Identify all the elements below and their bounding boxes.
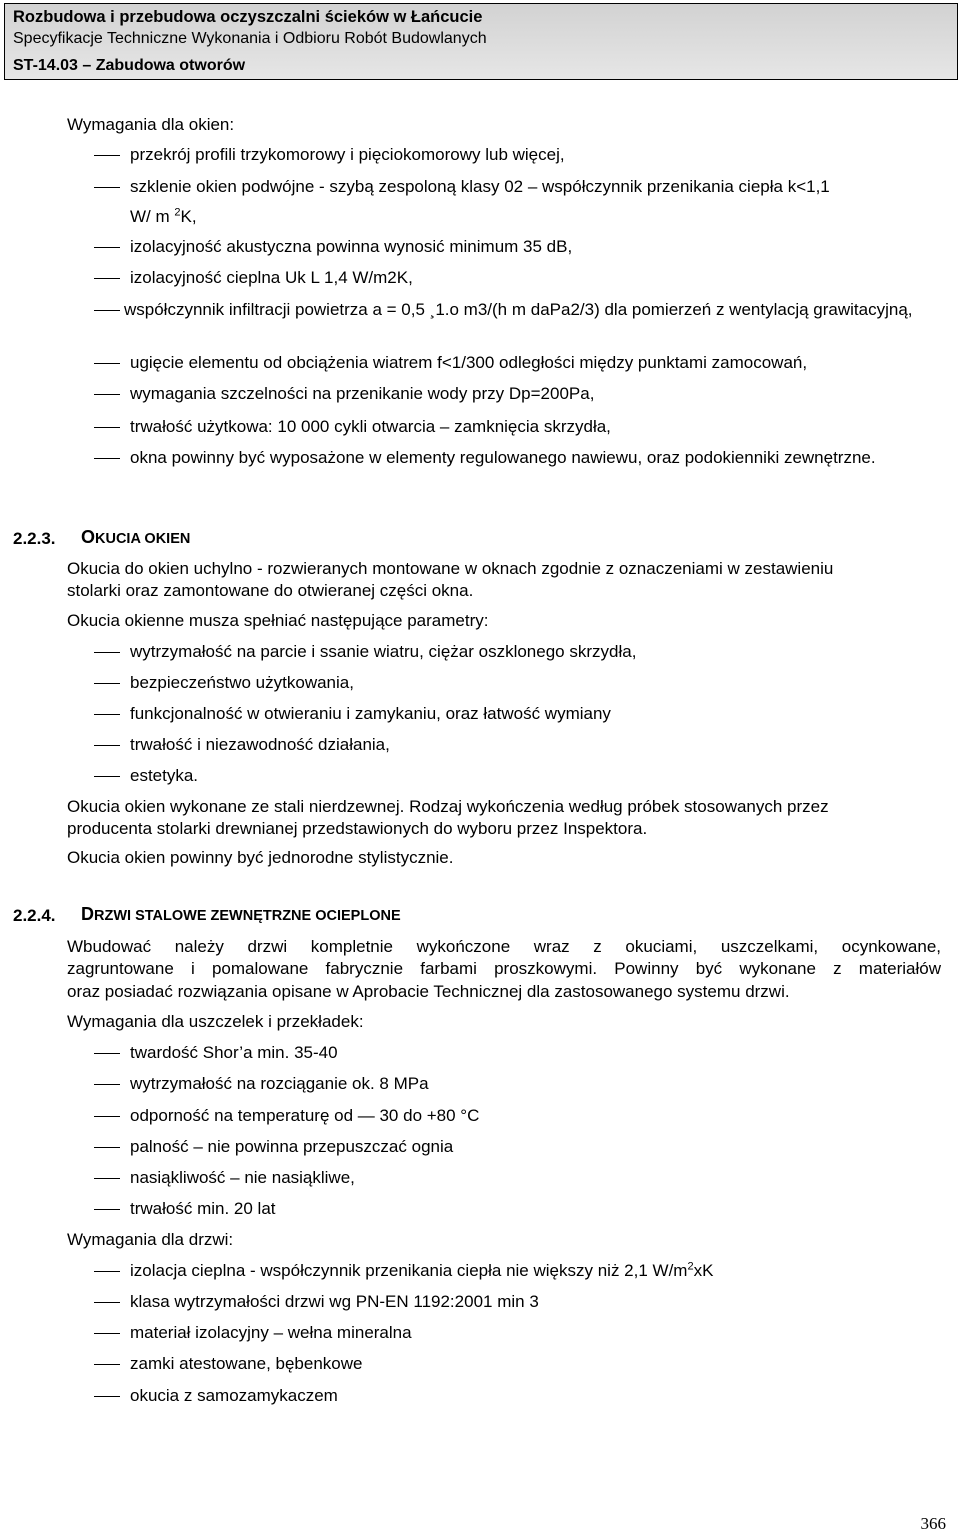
doors-item: klasa wytrzymałości drzwi wg PN-EN 1192:2001 min 3 (130, 1292, 539, 1311)
bullet-dash (94, 278, 120, 279)
header-spec-title: Specyfikacje Techniczne Wykonania i Odbioru Robót Budowlanych (13, 30, 487, 47)
fittings-item: bezpieczeństwo użytkowania, (130, 673, 354, 692)
paragraph-line: zagruntowane i pomalowane fabrycznie farbami proszkowymi. Powinny być wykonane z materiałów (67, 959, 941, 978)
fittings-item: trwałość i niezawodność działania, (130, 735, 390, 754)
doors-item-unit: xK (693, 1261, 714, 1280)
doors-item: materiał izolacyjny – wełna mineralna (130, 1323, 412, 1342)
bullet-dash (94, 745, 120, 746)
windows-item: ugięcie elementu od obciążenia wiatrem f<1/300 odległości między punktami zamocowań, (130, 353, 808, 372)
seals-item: palność – nie powinna przepuszczać ognia (130, 1137, 454, 1156)
fittings-item: wytrzymałość na parcie i ssanie wiatru, ciężar oszklonego skrzydła, (130, 642, 637, 661)
section-title-rest: RZWI STALOWE ZEWNĘTRZNE OCIEPLONE (94, 908, 401, 924)
header-project-title: Rozbudowa i przebudowa oczyszczalni ścieków w Łańcucie (13, 8, 483, 26)
seals-item: twardość Shor’a min. 35-40 (130, 1043, 338, 1062)
seals-item: wytrzymałość na rozciąganie ok. 8 MPa (130, 1074, 429, 1093)
paragraph-line: oraz posiadać rozwiązania opisane w Aprobacie Technicznej dla zastosowanego systemu drzwi. (67, 982, 790, 1001)
windows-item-text: współczynnik infiltracji powietrza a = 0,5 ¸1.o m3/(h m daPa2/3) dla pomierzeń z wentylacją grawitacyjną, (124, 300, 913, 319)
bullet-dash (94, 1147, 120, 1148)
superscript: 2 (174, 206, 181, 219)
windows-item-continuation-unit: K, (180, 207, 197, 226)
doors-item: zamki atestowane, bębenkowe (130, 1354, 363, 1373)
header-chapter-title: ST-14.03 – Zabudowa otworów (13, 57, 246, 74)
bullet-dash (94, 187, 120, 188)
windows-item: okna powinny być wyposażone w elementy regulowanego nawiewu, oraz podokienniki zewnętrzne. (130, 448, 876, 467)
doors-intro: Wymagania dla drzwi: (67, 1230, 234, 1249)
bullet-dash (94, 1178, 120, 1179)
bullet-dash (94, 1333, 120, 1334)
doors-item (130, 1260, 930, 1281)
bullet-dash (94, 458, 120, 459)
section-title-initial: O (81, 527, 96, 547)
section-number: 2.2.4. (13, 906, 56, 925)
bullet-dash (94, 247, 120, 248)
paragraph-line: Okucia okien wykonane ze stali nierdzewnej. Rodzaj wykończenia według próbek stosowanych przez (67, 797, 829, 816)
paragraph-line: producenta stolarki drewnianej przedstawionych do wyboru przez Inspektora. (67, 819, 648, 838)
section-title-initial: D (81, 904, 94, 924)
bullet-dash (94, 776, 120, 777)
fittings-item: estetyka. (130, 766, 199, 785)
bullet-dash (94, 1209, 120, 1210)
paragraph-line: Okucia do okien uchylno - rozwieranych montowane w oknach zgodnie z oznaczeniami w zestawieniu (67, 559, 834, 578)
bullet-dash (94, 683, 120, 684)
paragraph-line: stolarki oraz zamontowane do otwieranej części okna. (67, 581, 474, 600)
page-number: 366 (920, 1514, 946, 1533)
bullet-dash (94, 1396, 120, 1397)
bullet-dash (94, 1364, 120, 1365)
doors-item: okucia z samozamykaczem (130, 1386, 338, 1405)
fittings-item: funkcjonalność w otwieraniu i zamykaniu, oraz łatwość wymiany (130, 704, 611, 723)
bullet-dash (94, 1053, 120, 1054)
windows-item-infiltration (124, 299, 930, 320)
section-title (81, 526, 190, 550)
bullet-dash (94, 714, 120, 715)
bullet-dash (94, 363, 120, 364)
bullet-dash (94, 1084, 120, 1085)
doors-item-text: izolacja cieplna - współczynnik przenikania ciepła nie większy niż 2,1 W/m (130, 1261, 688, 1280)
seals-intro: Wymagania dla uszczelek i przekładek: (67, 1012, 364, 1031)
bullet-dash (94, 1271, 120, 1272)
windows-item: szklenie okien podwójne - szybą zespoloną klasy 02 – współczynnik przenikania ciepła k<1,1 (130, 177, 830, 196)
windows-item: przekrój profili trzykomorowy i pięciokomorowy lub więcej, (130, 145, 565, 164)
paragraph: Okucia okien powinny być jednorodne stylistycznie. (67, 848, 454, 867)
windows-item: trwałość użytkowa: 10 000 cykli otwarcia – zamknięcia skrzydła, (130, 417, 611, 436)
bullet-dash (94, 427, 120, 428)
section-title-rest: KUCIA OKIEN (95, 531, 191, 547)
seals-item: odporność na temperaturę od — 30 do +80 °C (130, 1106, 480, 1125)
bullet-dash (94, 652, 120, 653)
windows-item: izolacyjność cieplna Uk L 1,4 W/m2K, (130, 268, 413, 287)
windows-item-continuation (130, 206, 930, 227)
paragraph-line: Wbudować należy drzwi kompletnie wykończone wraz z okuciami, uszczelkami, ocynkowane, (67, 937, 941, 956)
windows-item: wymagania szczelności na przenikanie wody przy Dp=200Pa, (130, 384, 595, 403)
seals-item: nasiąkliwość – nie nasiąkliwe, (130, 1168, 355, 1187)
bullet-dash (94, 394, 120, 395)
section-title (81, 903, 401, 927)
seals-item: trwałość min. 20 lat (130, 1199, 276, 1218)
bullet-dash (94, 310, 120, 311)
windows-item: izolacyjność akustyczna powinna wynosić minimum 35 dB, (130, 237, 573, 256)
paragraph: Okucia okienne musza spełniać następujące parametry: (67, 611, 489, 630)
section-number: 2.2.3. (13, 529, 56, 548)
bullet-dash (94, 155, 120, 156)
bullet-dash (94, 1302, 120, 1303)
bullet-dash (94, 1116, 120, 1117)
windows-intro: Wymagania dla okien: (67, 115, 235, 134)
superscript: 2 (687, 1260, 694, 1273)
windows-item-continuation-text: W/ m (130, 207, 170, 226)
